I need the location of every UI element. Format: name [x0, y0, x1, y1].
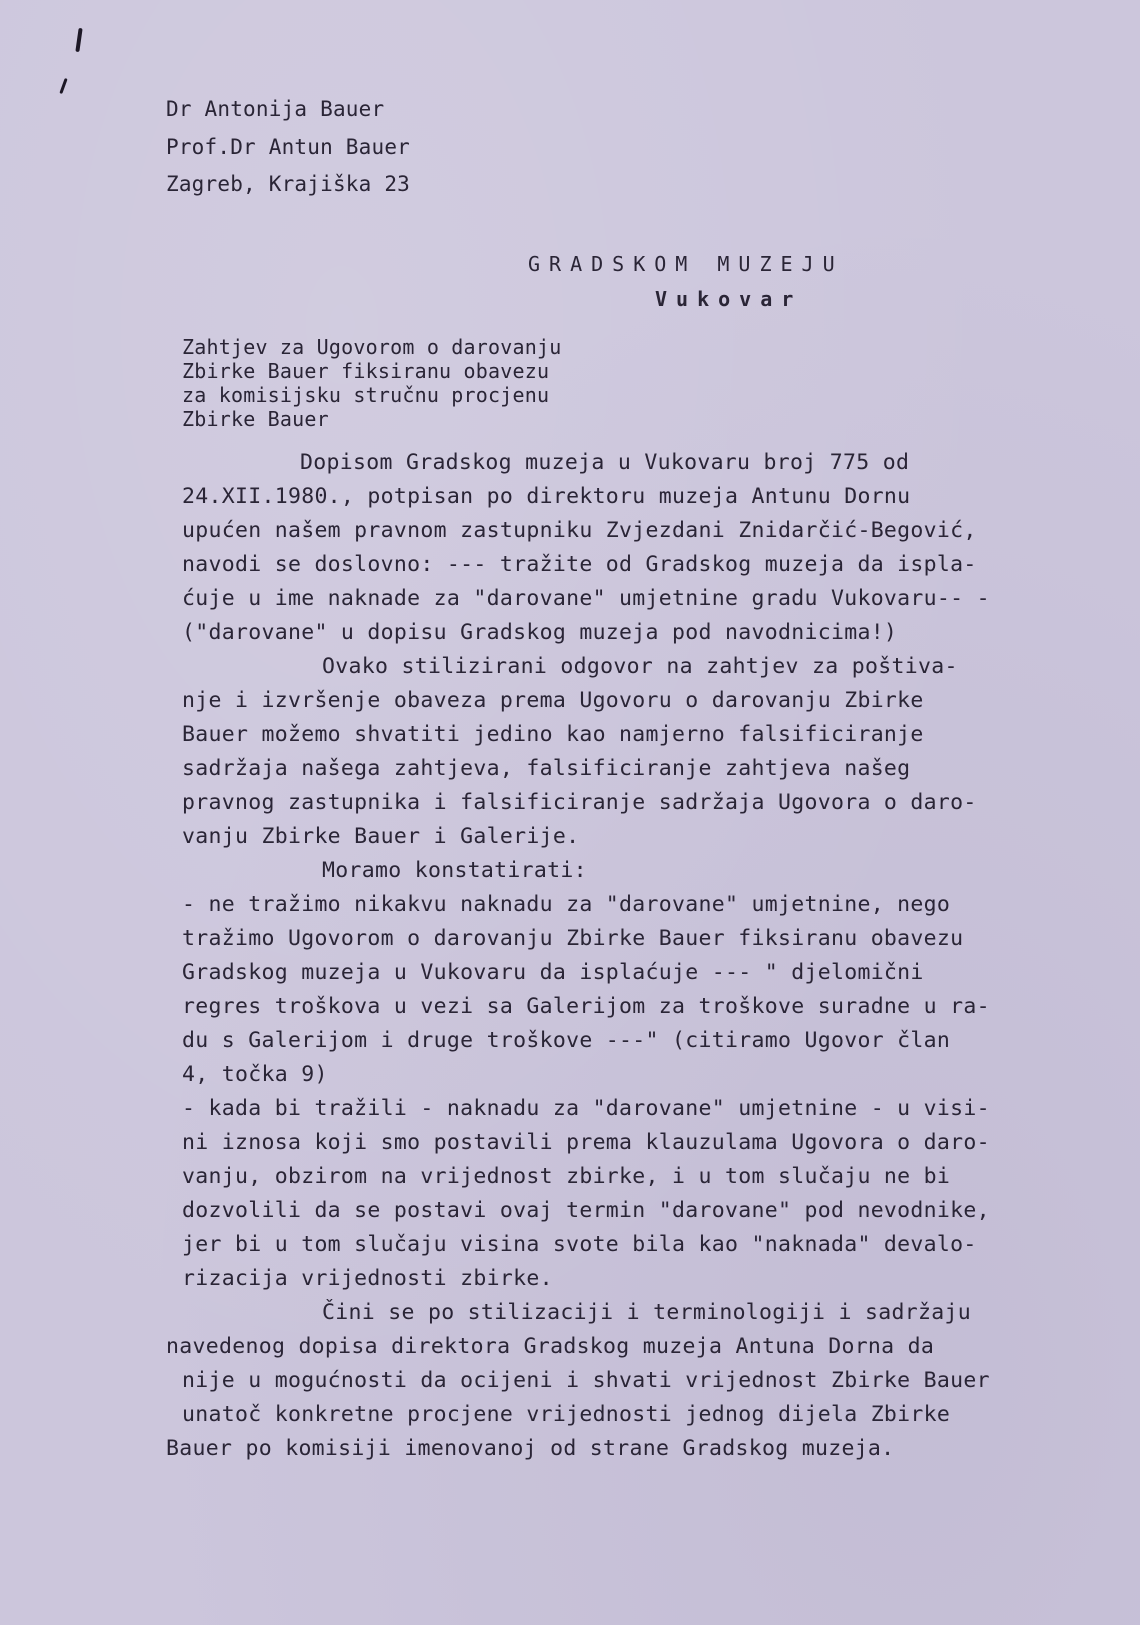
body-line: ćuje u ime naknade za "darovane" umjetnine gradu Vukovaru-- - — [182, 586, 990, 611]
subject-line: Zbirke Bauer fiksiranu obavezu — [182, 359, 550, 383]
ink-mark — [75, 28, 82, 52]
body-line: jer bi u tom slučaju visina svote bila kao "naknada" devalo- — [182, 1232, 977, 1257]
subject-line: Zbirke Bauer — [182, 407, 329, 431]
subject-line: za komisijsku stručnu procjenu — [182, 383, 550, 407]
body-line: - ne tražimo nikakvu naknadu za "darovane" umjetnine, nego — [182, 892, 951, 917]
body-line: tražimo Ugovorom o darovanju Zbirke Bauer fiksiranu obavezu — [182, 926, 964, 951]
sender-name-2: Prof.Dr Antun Bauer — [166, 135, 411, 159]
body-line: 4, točka 9) — [182, 1062, 328, 1087]
body-line: Gradskog muzeja u Vukovaru da isplaćuje --- " djelomični — [182, 960, 924, 985]
body-line: pravnog zastupnika i falsificiranje sadržaja Ugovora o daro- — [182, 790, 977, 815]
body-line: vanju Zbirke Bauer i Galerije. — [182, 824, 580, 849]
body-line: Bauer možemo shvatiti jedino kao namjerno falsificiranje — [182, 722, 924, 747]
body-line: navedenog dopisa direktora Gradskog muzeja Antuna Dorna da — [166, 1334, 935, 1359]
recipient-name: GRADSKOM MUZEJU — [528, 252, 844, 276]
body-line: Ovako stilizirani odgovor na zahtjev za poštiva- — [322, 654, 958, 679]
recipient-city: Vukovar — [655, 287, 803, 311]
body-line: upućen našem pravnom zastupniku Zvjezdani Znidarčić-Begović, — [182, 518, 977, 543]
body-line: ("darovane" u dopisu Gradskog muzeja pod navodnicima!) — [182, 620, 898, 645]
body-line: vanju, obzirom na vrijednost zbirke, i u tom slučaju ne bi — [182, 1164, 951, 1189]
body-line: unatoč konkretne procjene vrijednosti jednog dijela Zbirke — [182, 1402, 951, 1427]
ink-mark — [59, 78, 67, 94]
body-line: navodi se doslovno: --- tražite od Gradskog muzeja da ispla- — [182, 552, 977, 577]
body-line: Bauer po komisiji imenovanoj od strane Gradskog muzeja. — [166, 1436, 895, 1461]
body-line: rizacija vrijednosti zbirke. — [182, 1266, 553, 1291]
body-line: sadržaja našega zahtjeva, falsificiranje zahtjeva našeg — [182, 756, 911, 781]
body-line: dozvolili da se postavi ovaj termin "darovane" pod nevodnike, — [182, 1198, 990, 1223]
sender-name-1: Dr Antonija Bauer — [166, 97, 385, 121]
body-line: Dopisom Gradskog muzeja u Vukovaru broj 775 od — [300, 450, 910, 475]
body-line: nje i izvršenje obaveza prema Ugovoru o darovanju Zbirke — [182, 688, 924, 713]
body-line: 24.XII.1980., potpisan po direktoru muzeja Antunu Dornu — [182, 484, 911, 509]
body-line: regres troškova u vezi sa Galerijom za troškove suradne u ra- — [182, 994, 990, 1019]
sender-address: Zagreb, Krajiška 23 — [166, 172, 411, 196]
body-line: - kada bi tražili - naknadu za "darovane" umjetnine - u visi- — [182, 1096, 990, 1121]
body-line: du s Galerijom i druge troškove ---" (citiramo Ugovor član — [182, 1028, 951, 1053]
body-line: ni iznosa koji smo postavili prema klauzulama Ugovora o daro- — [182, 1130, 990, 1155]
body-line: Moramo konstatirati: — [322, 858, 587, 883]
body-line: nije u mogućnosti da ocijeni i shvati vrijednost Zbirke Bauer — [182, 1368, 990, 1393]
body-line: Čini se po stilizaciji i terminologiji i sadržaju — [322, 1300, 971, 1325]
subject-line: Zahtjev za Ugovorom o darovanju — [182, 335, 562, 359]
